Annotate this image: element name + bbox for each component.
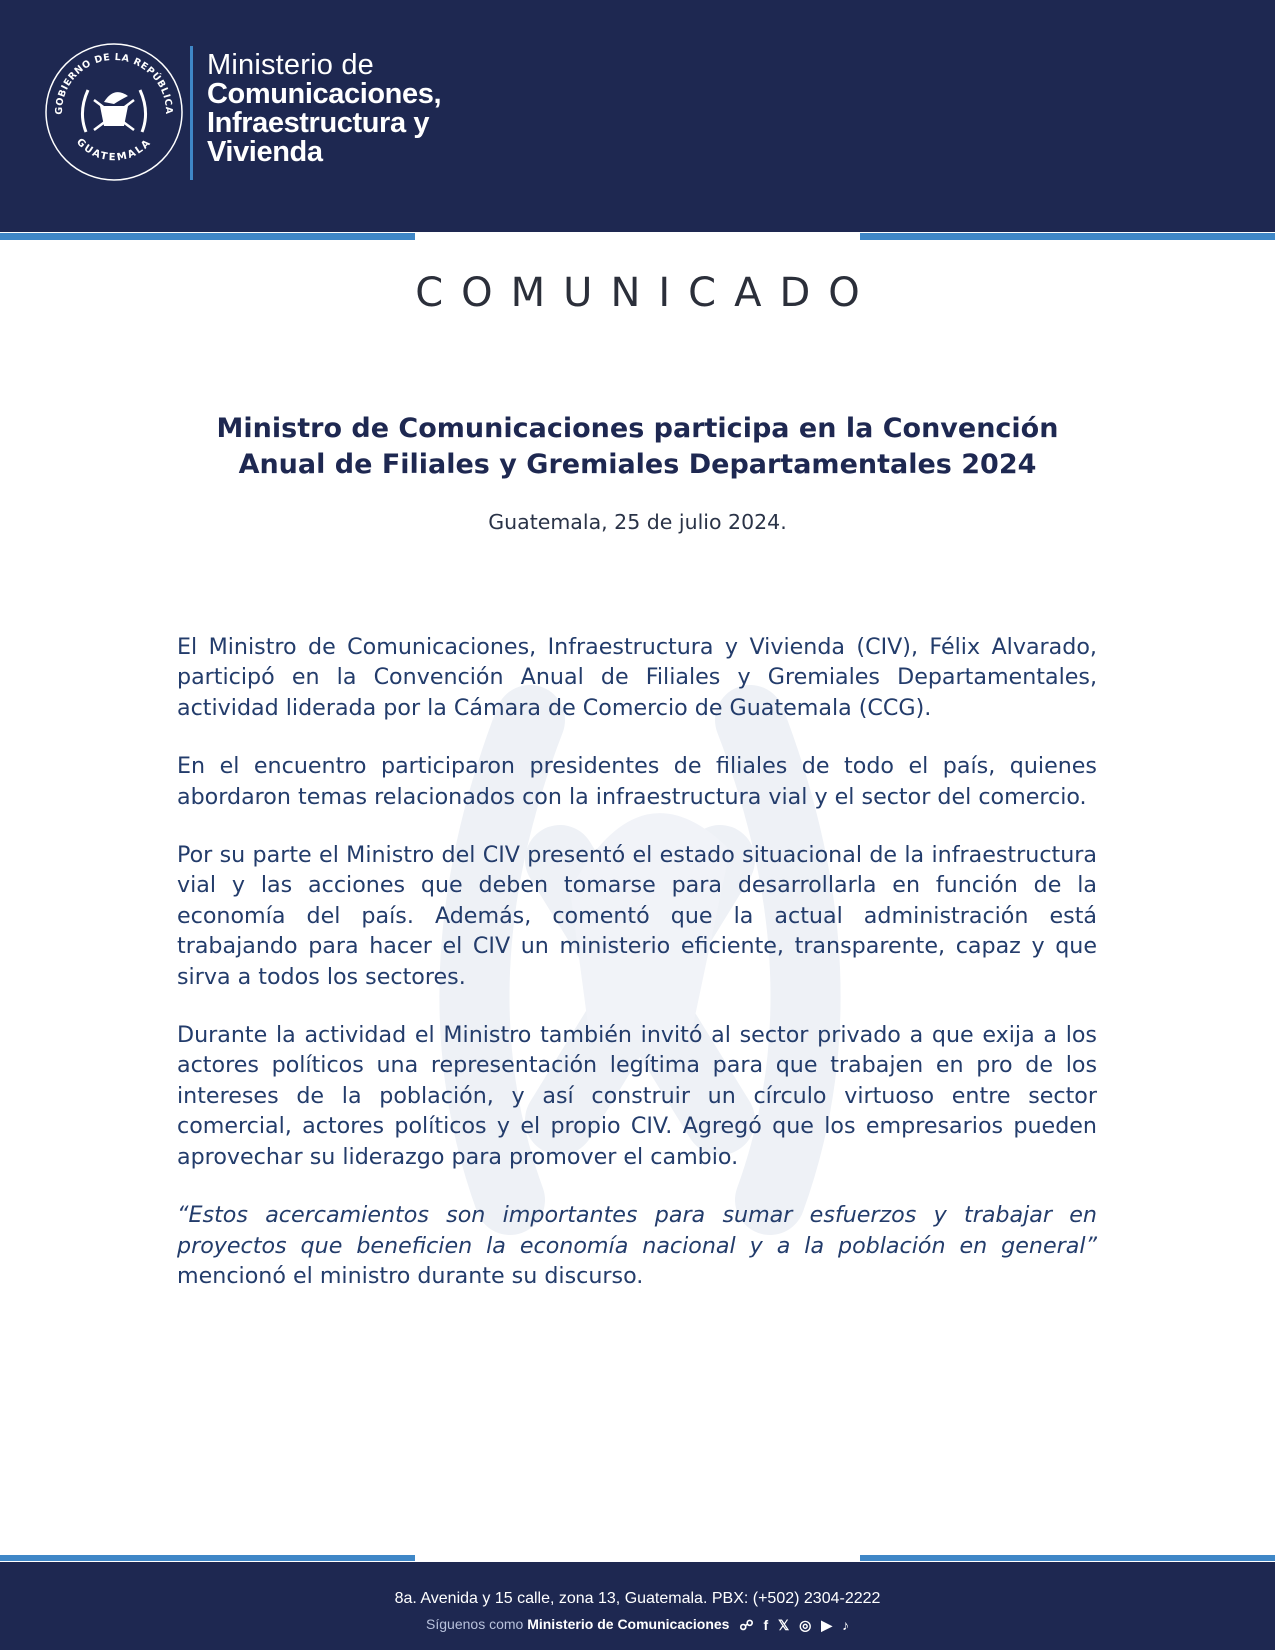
minister-quote: “Estos acercamientos son importantes para sumar esfuerzos y trabajar en proyectos que beneficien la economía nacional y a la población en general” bbox=[177, 1202, 1097, 1259]
quote-attribution: mencionó el ministro durante su discurso. bbox=[177, 1262, 644, 1289]
x-icon[interactable]: 𝕏 bbox=[778, 1616, 790, 1633]
logo-divider bbox=[190, 46, 193, 180]
svg-text:GOBIERNO DE LA REPÚBLICA bbox=[54, 52, 174, 115]
header-accent-right bbox=[860, 233, 1275, 240]
follow-account-name: Ministerio de Comunicaciones bbox=[527, 1616, 730, 1632]
wordmark-line-3: Infraestructura y bbox=[207, 107, 430, 139]
press-release-body bbox=[177, 632, 1097, 1319]
tiktok-icon[interactable]: ♪ bbox=[841, 1617, 849, 1634]
quote-paragraph bbox=[177, 1200, 1097, 1291]
follow-prefix: Síguenos como bbox=[426, 1616, 528, 1632]
instagram-icon[interactable]: ◎ bbox=[799, 1616, 812, 1633]
press-release-headline bbox=[150, 411, 1125, 483]
footer-address: 8a. Avenida y 15 calle, zona 13, Guatemala. PBX: (+502) 2304-2222 bbox=[394, 1590, 881, 1607]
header-accent-left bbox=[0, 233, 415, 240]
footer-accent-left bbox=[0, 1555, 415, 1561]
footer-accent-right bbox=[860, 1555, 1275, 1561]
body-paragraph: Por su parte el Ministro del CIV presentó el estado situacional de la infraestructura vial y las acciones que deben tomarse para desarrollarla en función de la economía del país. Además, comentó que la actual administración está trabajando para hacer el CIV un ministerio eficiente, transparente, capaz y que sirva a todos los sectores. bbox=[177, 842, 1097, 990]
wordmark-line-2: Comunicaciones, bbox=[207, 78, 442, 110]
body-paragraph: El Ministro de Comunicaciones, Infraestructura y Vivienda (CIV), Félix Alvarado, participó en la Convención Anual de Filiales y Gremiales Departamentales, actividad liderada por la Cámara de Comercio de Guatemala (CCG). bbox=[177, 634, 1097, 721]
body-paragraph: Durante la actividad el Ministro también invitó al sector privado a que exija a los actores políticos una representación legítima para que trabajen en pro de los intereses de la población, y así construir un círculo virtuoso entre sector comercial, actores políticos y el propio CIV. Agregó que los empresarios pueden aprovechar su liderazgo para promover el cambio. bbox=[177, 1022, 1097, 1170]
dateline: Guatemala, 25 de julio 2024. bbox=[488, 510, 787, 534]
document-type-label: COMUNICADO bbox=[415, 270, 878, 316]
guatemala-seal-icon bbox=[42, 40, 186, 184]
wordmark-line-4: Vivienda bbox=[207, 136, 323, 168]
web-icon[interactable]: ☍ bbox=[739, 1616, 754, 1633]
seal-text-top: GOBIERNO DE LA REPÚBLICA bbox=[53, 51, 175, 115]
youtube-icon[interactable]: ▶ bbox=[821, 1616, 833, 1633]
footer-social-line bbox=[0, 1616, 1275, 1634]
ministry-wordmark bbox=[207, 50, 441, 167]
body-paragraph: En el encuentro participaron presidentes de filiales de todo el país, quienes abordaron temas relacionados con la infraestructura vial y el sector del comercio. bbox=[177, 753, 1097, 810]
wordmark-line-1: Ministerio de bbox=[207, 49, 374, 81]
headline-line-2: Anual de Filiales y Gremiales Departamentales 2024 bbox=[238, 449, 1037, 480]
seal-text-bottom: GUATEMALA bbox=[73, 136, 154, 164]
headline-line-1: Ministro de Comunicaciones participa en la Convención bbox=[216, 413, 1059, 444]
facebook-icon[interactable]: f bbox=[763, 1617, 769, 1634]
svg-text:GUATEMALA bbox=[74, 137, 154, 164]
